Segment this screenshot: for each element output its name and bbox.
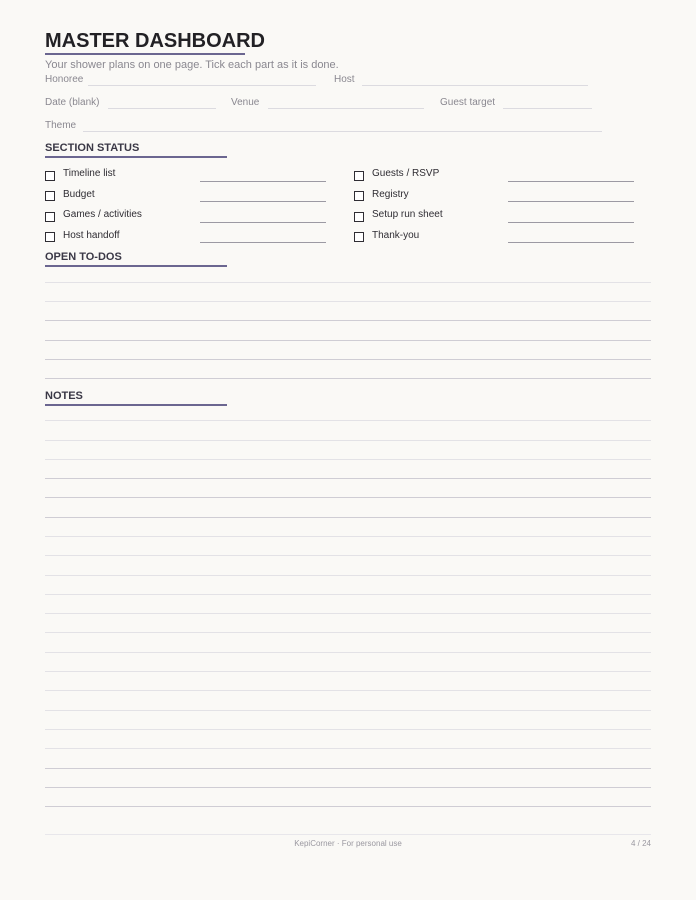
theme-label: Theme	[45, 120, 77, 131]
theme-field[interactable]	[83, 131, 602, 132]
note-line[interactable]	[45, 690, 651, 691]
title-underline	[45, 53, 245, 55]
note-line[interactable]	[45, 536, 651, 537]
note-line[interactable]	[45, 478, 651, 479]
thank-you-label: Thank-you	[372, 230, 420, 241]
setup-run-sheet-checkbox[interactable]	[354, 212, 364, 222]
venue-label: Venue	[231, 97, 260, 108]
page-title: MASTER DASHBOARD	[45, 30, 265, 52]
section-status-heading: SECTION STATUS	[45, 142, 140, 154]
todo-line[interactable]	[45, 340, 651, 341]
todo-line[interactable]	[45, 320, 651, 321]
open-todos-underline	[45, 265, 227, 267]
timeline-list-checkbox[interactable]	[45, 171, 55, 181]
note-line[interactable]	[45, 420, 651, 421]
games-activities-note-line[interactable]	[200, 222, 326, 223]
games-activities-checkbox[interactable]	[45, 212, 55, 222]
games-activities-label: Games / activities	[63, 209, 142, 220]
section-status-underline	[45, 156, 227, 158]
note-line[interactable]	[45, 806, 651, 807]
honoree-label: Honoree	[45, 74, 84, 85]
notes-underline	[45, 404, 227, 406]
honoree-field[interactable]	[88, 85, 316, 86]
thank-you-note-line[interactable]	[508, 242, 634, 243]
note-line[interactable]	[45, 787, 651, 788]
page-number: 4 / 24	[630, 839, 651, 848]
note-line[interactable]	[45, 459, 651, 460]
guest-target-field[interactable]	[503, 108, 592, 109]
footer-brand: KepiCorner · For personal use	[294, 839, 402, 848]
todo-line[interactable]	[45, 301, 651, 302]
host-field[interactable]	[362, 85, 588, 86]
host-handoff-checkbox[interactable]	[45, 232, 55, 242]
note-line[interactable]	[45, 729, 651, 730]
timeline-list-note-line[interactable]	[200, 181, 326, 182]
budget-label: Budget	[63, 189, 95, 200]
note-line[interactable]	[45, 575, 651, 576]
note-line[interactable]	[45, 748, 651, 749]
todo-line[interactable]	[45, 378, 651, 379]
host-handoff-note-line[interactable]	[200, 242, 326, 243]
host-handoff-label: Host handoff	[63, 230, 120, 241]
registry-checkbox[interactable]	[354, 191, 364, 201]
thank-you-checkbox[interactable]	[354, 232, 364, 242]
note-line[interactable]	[45, 613, 651, 614]
budget-note-line[interactable]	[200, 201, 326, 202]
note-line[interactable]	[45, 440, 651, 441]
guests-rsvp-checkbox[interactable]	[354, 171, 364, 181]
notes-heading: NOTES	[45, 390, 83, 402]
todo-line[interactable]	[45, 359, 651, 360]
note-line[interactable]	[45, 517, 651, 518]
note-line[interactable]	[45, 555, 651, 556]
guest-target-label: Guest target	[440, 97, 496, 108]
note-line[interactable]	[45, 594, 651, 595]
guests-rsvp-note-line[interactable]	[508, 181, 634, 182]
page-subtitle: Your shower plans on one page. Tick each part as it is done.	[45, 59, 339, 71]
note-line[interactable]	[45, 710, 651, 711]
setup-run-sheet-note-line[interactable]	[508, 222, 634, 223]
date-field[interactable]	[108, 108, 216, 109]
host-label: Host	[334, 74, 355, 85]
registry-note-line[interactable]	[508, 201, 634, 202]
setup-run-sheet-label: Setup run sheet	[372, 209, 443, 220]
note-line[interactable]	[45, 671, 651, 672]
registry-label: Registry	[372, 189, 409, 200]
venue-field[interactable]	[268, 108, 424, 109]
date-label: Date (blank)	[45, 97, 100, 108]
note-line[interactable]	[45, 497, 651, 498]
footer-divider	[45, 834, 651, 835]
note-line[interactable]	[45, 768, 651, 769]
todo-line[interactable]	[45, 282, 651, 283]
open-todos-heading: OPEN TO-DOS	[45, 251, 122, 263]
budget-checkbox[interactable]	[45, 191, 55, 201]
guests-rsvp-label: Guests / RSVP	[372, 168, 440, 179]
note-line[interactable]	[45, 652, 651, 653]
timeline-list-label: Timeline list	[63, 168, 116, 179]
note-line[interactable]	[45, 632, 651, 633]
